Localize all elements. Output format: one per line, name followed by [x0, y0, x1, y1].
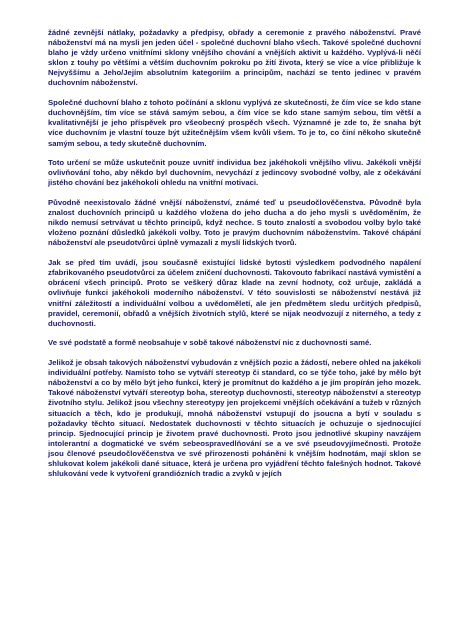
paragraph-4: Původně neexistovalo žádné vnější náboženství, známé teď u pseudočlověčenstva. Původně byla znalost duchovních principů u každého vložena do jeho ducha a do jeho mysli s uvědoměním, že nikdo nemusí setrvávat u těchto principů, když nechce. S touto znalostí a svobodou volby bylo také vloženo poznání důsledků jakékoli volby. Toto je pravým duchovním náboženstvím. Takové chápání náboženství ale pseudotvůrci úplně vymazali z myslí lidských tvorů.	[48, 198, 421, 248]
paragraph-3: Toto určení se může uskutečnit pouze uvnitř individua bez jakéhokoli vnějšího vlivu. Jakékoli vnější ovlivňování toho, aby někdo byl duchovním, nevychází z jedincovy svobodné volby, ale z očekávání jistého chování bez jakéhokoli ohledu na vnitřní motivaci.	[48, 158, 421, 188]
paragraph-7: Jelikož je obsah takových náboženství vybudován z vnějších pozic a žádostí, nebere ohled na jakékoli individuální potřeby. Namísto toho se vytváří stereotyp či standard, co se týče toho, jaké by mělo být náboženství a co by mělo být jeho funkcí, který je promítnut do každého a je jím propírán jeho mozek. Takové náboženství vytváří stereotyp boha, stereotyp duchovnosti, stereotyp náboženství a stereotyp životního stylu. Jelikož jsou všechny stereotypy jen projekcemi vnějších očekávání a tužeb v různých situacích a těch, kdo je produkují, mnohá náboženství vstupují do jsoucna a bytí v souladu s požadavky těchto situací. Nedostatek duchovnosti v těchto situacích je ochuzuje o sjednocující princip. Sjednocující princip je životem pravé duchovnosti. Proto jsou jednotlivé skupiny navzájem intolerantní a dogmatické ve svém sebeospravedlňování se a ve své pseudovyjímečnosti. Protože jsou členové pseudočlověčenstva ve své přirozenosti poháněni k vnějším hodnotám, mají sklon se shlukovat kolem jakékoli dané situace, která je určena pro vyjádření těchto falešných hodnot. Takové shlukování vede k vytvoření grandiózních tradic a zvyků v jejích	[48, 358, 421, 479]
paragraph-6: Ve své podstatě a formě neobsahuje v sobě takové náboženství nic z duchovnosti samé.	[48, 338, 372, 348]
paragraph-1: žádné zevnější nátlaky, požadavky a předpisy, obřady a ceremonie z pravého náboženství. Pravé náboženství má na mysli jen jeden účel - společné duchovní blaho všech. Takové společné duchovní blaho je vždy určeno vnitřními sklony vnějšího chování a vnějších aktivit u každého. Vyplývá-li něčí sklon z touhy po většími a větším duchovním pokroku po žití života, který se více a více přibližuje k Nejvyššímu a Jeho/Jejím absolutním kategoriím a principům, nachází se tento jedinec v pravém duchovním náboženství.	[48, 28, 421, 88]
paragraph-5: Jak se před tím uvádí, jsou současně existující lidské bytosti výsledkem podvodného napálení zfabrikovaného pseudotvůrci za účelem zničení duchovnosti. Takovouto fabrikací nastává vymistění a obrácení všech principů. Proto se veškerý důraz klade na zevní hodnoty, což určuje, zakládá a ovlivňuje funkci jakéhokoli moderního náboženství. V této souvislosti se náboženství nestává již vnitřní záležitostí a individuální volbou a uvědoměletí, ale jen předmětem sledu určitých předpisů, pravidel, ceremonií, obřadů a vnějších životních stylů, které se nijak neodvozují z niterného, a tedy z duchovnosti.	[48, 258, 421, 328]
paragraph-2: Společné duchovní blaho z tohoto počínání a sklonu vyplývá ze skutečnosti, že čím více se kdo stane duchovnějším, tím více se stává samým sebou, a čím více se kdo stane samým sebou, tím větší a kvalitativnější je jeho příspěvek pro všeobecný prospěch všech. Významné je zde to, že snaha být více duchovním je vlastní touze být užitečnějším všem kvůli všem. To je to, co činí někoho skutečně samým sebou, a tedy skutečně duchovním.	[48, 98, 421, 148]
document-page	[48, 28, 421, 479]
